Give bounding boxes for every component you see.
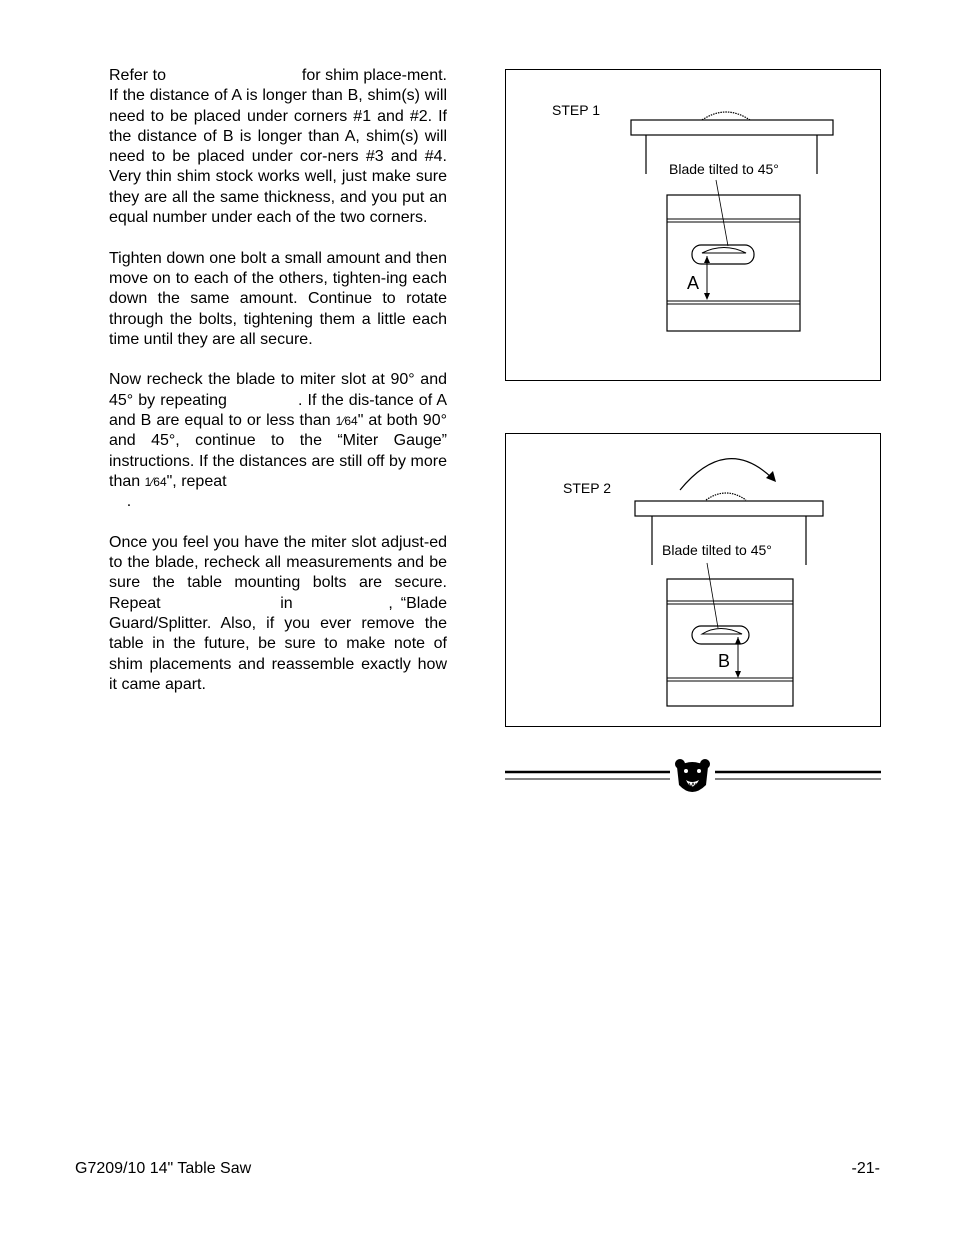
table-top (635, 501, 823, 516)
rotation-arrow-icon (680, 459, 772, 490)
paragraph-shim-placement: Refer to for shim place-ment. If the distance of A is longer than B, shim(s) will need to be placed under corners #1 and #2. If the distance of B is longer than A, shim(s) will need to be placed under cor-ners #3 and #4. Very thin shim stock works well, just make sure they are all the same thickness, and you put an equal number under each of the two corners. (109, 67, 452, 227)
recheck-part4: . (109, 493, 132, 511)
recheck-part1: Now recheck the blade to miter slot at 90° and 45° by repeating . If the dis-tance of A and B are equal to or less than (109, 371, 452, 430)
paragraph-recheck (109, 370, 452, 512)
recheck-part2: " at both 90° and 45°, continue to the “Miter Gauge” instructions. If the distances are still off by more than (109, 412, 452, 490)
figure-step-1-drawing (506, 70, 882, 382)
step-1-caption: Blade tilted to 45° (669, 161, 779, 177)
footer-page-number: -21- (851, 1160, 880, 1177)
table-top (631, 120, 833, 135)
measure-label-a: A (687, 273, 700, 293)
body-text (109, 66, 456, 695)
paragraph-tighten-bolts: Tighten down one bolt a small amount and then move on to each of the others, tighten-ing each down the same amount. Continue to rotate through the bolts, tightening them a little each time until they are all secure. (109, 249, 447, 348)
recheck-part3: ", repeat (166, 472, 227, 490)
step-1-label: STEP 1 (552, 102, 600, 118)
blade-icon (702, 112, 750, 120)
section-divider (505, 757, 881, 797)
fraction-1-64-b: 1⁄64 (144, 474, 167, 489)
fraction-1-64: 1⁄64 (335, 414, 358, 429)
figure-step-1 (505, 69, 881, 381)
step-2-label: STEP 2 (563, 480, 611, 496)
blade-icon (706, 493, 746, 500)
measure-label-b: B (718, 651, 731, 671)
footer-model: G7209/10 14" Table Saw (75, 1160, 252, 1177)
step-2-caption: Blade tilted to 45° (662, 542, 772, 558)
figure-step-2 (505, 433, 881, 727)
paragraph-final-check: Once you feel you have the miter slot adjust-ed to the blade, recheck all measurements and be sure the table mounting bolts are secure. Repeat in , “Blade Guard/Splitter. Also, if you ever remove the table in the future, be sure to make note of shim placements and reassemble exactly how it came apart. (109, 533, 456, 693)
figure-step-2-drawing (506, 434, 882, 728)
bear-logo-icon (675, 759, 710, 792)
